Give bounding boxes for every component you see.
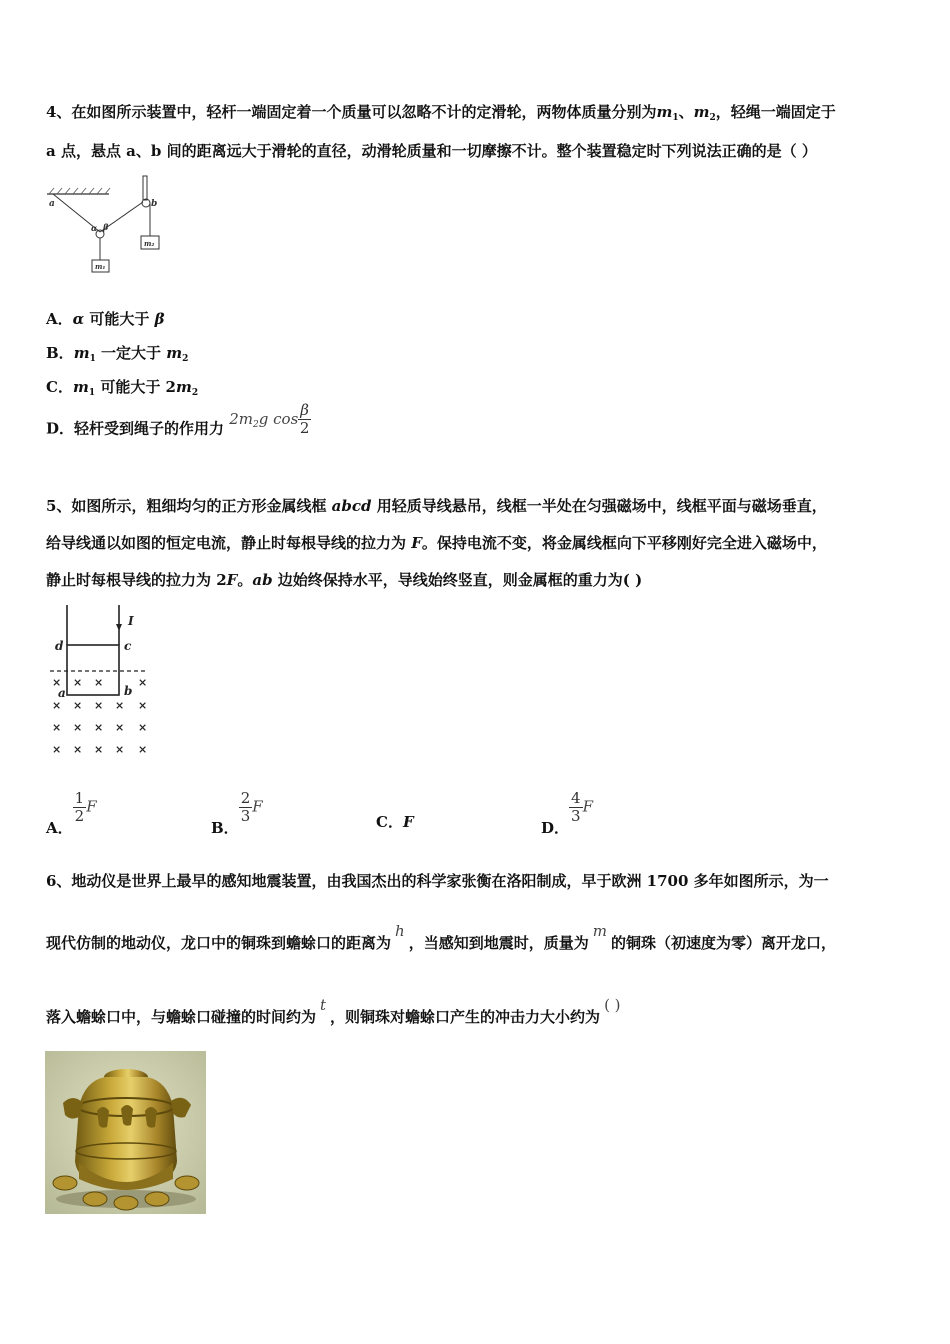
label-i: I	[128, 614, 134, 628]
q4-option-a[interactable]	[46, 308, 165, 329]
denominator: 3	[240, 807, 251, 825]
q5-text: 静止时每根导线的拉力为 2	[46, 571, 227, 589]
svg-text:×: ×	[73, 699, 83, 712]
q5-frame-figure	[48, 603, 163, 758]
label-beta: β	[103, 222, 109, 232]
option-label: D．	[46, 419, 75, 438]
sub: 1	[672, 113, 679, 123]
formula	[229, 410, 298, 428]
q5-option-c[interactable]	[376, 811, 414, 832]
numerator: β	[300, 401, 309, 419]
label-c: c	[124, 639, 132, 653]
option-label: D．	[541, 818, 570, 837]
var-ab: ab	[252, 571, 273, 589]
var-f: F	[252, 797, 263, 816]
svg-text:×: ×	[138, 699, 148, 712]
option-text: 轻杆受到绳子的作用力	[74, 419, 225, 438]
svg-text:×: ×	[138, 721, 148, 734]
var: m	[175, 378, 192, 396]
var-f: F	[411, 534, 422, 552]
svg-text:×: ×	[52, 676, 62, 689]
var-abcd: abcd	[331, 497, 372, 515]
var-f: F	[226, 571, 238, 589]
q4-pulley-figure	[45, 172, 175, 274]
q4-option-c[interactable]	[46, 376, 198, 398]
svg-text:×: ×	[115, 699, 125, 712]
sub: 2	[253, 419, 259, 430]
q5-option-d[interactable]	[541, 789, 593, 837]
svg-text:×: ×	[94, 721, 104, 734]
option-text: 一定大于	[95, 344, 167, 362]
q6-line3	[46, 996, 621, 1027]
var-m1: m	[656, 103, 673, 121]
option-label: C．	[46, 378, 73, 396]
option-text: 可能大于	[84, 310, 155, 328]
label-m2: m₂	[144, 239, 155, 248]
q5-text: 。保持电流不变，将金属线框向下平移刚好完全进入磁场中，	[421, 534, 827, 552]
seismograph-photo	[45, 1051, 206, 1214]
option-label: A．	[46, 818, 73, 837]
svg-text:×: ×	[115, 743, 125, 756]
sep: 、	[678, 103, 694, 121]
option-label: B．	[211, 818, 239, 837]
fraction	[73, 790, 87, 825]
var-f: F	[582, 797, 593, 816]
numerator: 2	[240, 789, 251, 807]
svg-text:×: ×	[94, 676, 104, 689]
q5-line3	[46, 569, 642, 590]
denominator: 2	[74, 807, 85, 825]
label-a: a	[49, 199, 55, 209]
svg-text:×: ×	[52, 721, 62, 734]
var-f: F	[402, 813, 414, 831]
q5-text: 5、如图所示，粗细均匀的正方形金属线框	[46, 497, 332, 515]
svg-text:×: ×	[138, 676, 148, 689]
denominator: 2	[299, 419, 310, 437]
label-d: d	[55, 639, 64, 653]
q6-text: ，当感知到地震时，质量为	[408, 934, 589, 952]
svg-text:×: ×	[115, 721, 125, 734]
option-text: 可能大于 2	[95, 378, 176, 396]
var: β	[154, 310, 165, 328]
rod	[143, 176, 147, 200]
sub: 2	[191, 388, 199, 398]
q4-line1	[46, 101, 836, 123]
q5-option-a[interactable]	[46, 789, 97, 837]
label-m1: m₁	[95, 262, 106, 271]
svg-text:×: ×	[94, 699, 104, 712]
sub: 2	[709, 113, 716, 123]
q6-text: 现代仿制的地动仪，龙口中的铜珠到蟾蜍口的距离为	[46, 934, 392, 952]
sub: 1	[89, 354, 96, 364]
option-label: A．	[46, 310, 73, 328]
sub: 2	[182, 354, 189, 364]
sub: 1	[88, 388, 96, 398]
q4-line2: a 点，悬点 a、b 间的距离远大于滑轮的直径，动滑轮质量和一切摩擦不计。整个装置稳定时下列说法正确的是（ ）	[46, 142, 817, 160]
denominator: 3	[571, 807, 581, 825]
q5-text: 用轻质导线悬吊，线框一半处在匀强磁场中，线框平面与磁场垂直，	[371, 497, 827, 515]
q4-text: ，轻绳一端固定于	[715, 103, 836, 121]
q5-text: 。	[237, 571, 253, 589]
q6-text: 的铜珠（初速度为零）离开龙口，	[610, 934, 836, 952]
label-b: b	[151, 199, 158, 209]
seismograph-image	[45, 1051, 206, 1214]
q5-text: 给导线通以如图的恒定电流，静止时每根导线的拉力为	[46, 534, 412, 552]
q6-line1: 6、地动仪是世界上最早的感知地震装置，由我国杰出的科学家张衡在洛阳制成，早于欧洲 1700 多年如图所示，为一	[46, 872, 829, 890]
var: α	[72, 310, 85, 328]
svg-text:×: ×	[94, 743, 104, 756]
formula-part: 2m	[229, 409, 254, 428]
var: m	[73, 344, 90, 362]
fraction	[298, 402, 311, 437]
var: m	[166, 344, 183, 362]
fraction	[239, 790, 253, 825]
var-m: m	[592, 922, 607, 940]
var-h: h	[395, 922, 405, 940]
svg-text:×: ×	[52, 743, 62, 756]
svg-text:×: ×	[138, 743, 148, 756]
var: m	[72, 378, 89, 396]
answer-paren: ( )	[604, 996, 621, 1014]
q6-text: 落入蟾蜍口中，与蟾蜍口碰撞的时间约为	[46, 1008, 317, 1026]
q5-line2	[46, 532, 827, 553]
var-f: F	[86, 797, 97, 816]
label-b: b	[124, 684, 133, 698]
svg-text:×: ×	[73, 721, 83, 734]
q6-line2	[46, 922, 836, 953]
option-label: C．	[376, 813, 403, 831]
q5-line1	[46, 495, 827, 516]
q4-option-d[interactable]	[46, 401, 311, 447]
ceiling-hatch	[49, 188, 110, 194]
fraction	[569, 790, 583, 825]
option-label: B．	[46, 344, 74, 362]
label-alpha: α	[91, 223, 98, 233]
numerator: 4	[571, 789, 581, 807]
q5-option-b[interactable]	[211, 789, 263, 837]
var-m2: m	[693, 103, 710, 121]
current-arrow	[116, 624, 122, 631]
q4-text: 4、在如图所示装置中，轻杆一端固定着一个质量可以忽略不计的定滑轮，两物体质量分别为	[46, 103, 657, 121]
formula-part: g cos	[258, 409, 299, 428]
var-t: t	[320, 996, 327, 1014]
numerator: 1	[74, 789, 85, 807]
svg-text:×: ×	[73, 743, 83, 756]
svg-text:×: ×	[73, 676, 83, 689]
q4-option-b[interactable]	[46, 342, 188, 364]
svg-text:×: ×	[52, 699, 62, 712]
label-a: a	[58, 686, 66, 700]
q5-text: 边始终保持水平，导线始终竖直，则金属框的重力为( )	[272, 571, 643, 589]
q6-text: ，则铜珠对蟾蜍口产生的冲击力大小约为	[330, 1008, 601, 1026]
